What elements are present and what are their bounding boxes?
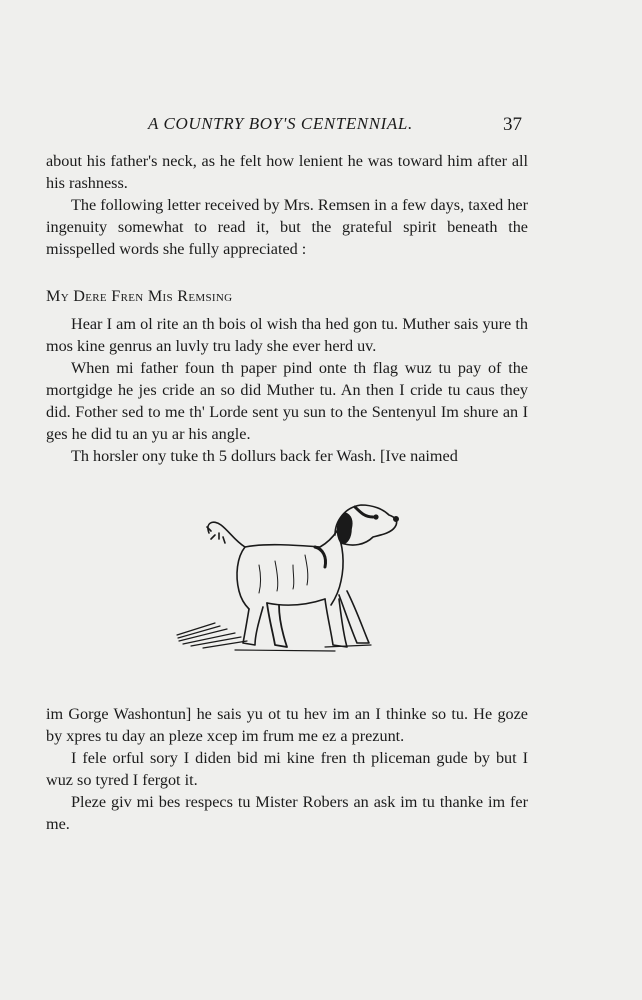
paragraph: Pleze giv mi bes respecs tu Mister Robers an ask im tu thanke im fer me. <box>46 793 528 833</box>
letter-body <box>46 313 528 467</box>
body-text-bottom <box>46 703 528 835</box>
dog-illustration <box>175 495 405 665</box>
letter-paragraph: Hear I am ol rite an th bois ol wish tha hed gon tu. Muther sais yure th mos kine genrus an luvly tru lady she ever herd uv. <box>46 315 528 355</box>
dog-drawing <box>175 495 405 665</box>
letter-paragraph: When mi father foun th paper pind onte th flag wuz tu pay of the mortgidge he jes cride an so did Muther tu. An then I cride tu caus they did. Fother sed to me th' Lorde sent yu sun to the Sentenyul Im shure an I ges he did tu an yu ar his angle. <box>46 359 528 443</box>
paragraph: about his father's neck, as he felt how lenient he was toward him after all his rashness. <box>46 152 528 192</box>
hind-leg <box>243 607 263 645</box>
tail <box>208 522 245 547</box>
running-header <box>0 114 642 138</box>
running-title: A COUNTRY BOY'S CENTENNIAL. <box>148 114 413 133</box>
page-number: 37 <box>503 114 522 135</box>
paragraph: im Gorge Washontun] he sais yu ot tu hev im an I thinke so tu. He goze by xpres tu day an pleze xcep im frum me ez a prezunt. <box>46 705 528 745</box>
body-text-top <box>46 150 528 260</box>
paragraph: The following letter received by Mrs. Remsen in a few days, taxed her ingenuity somewhat to read it, but the grateful spirit beneath the misspelled words she fully appreciated : <box>46 196 528 258</box>
paragraph: I fele orful sory I diden bid mi kine fren th pliceman gude by but I wuz so tyred I fergot it. <box>46 749 528 789</box>
body-outline <box>245 531 337 547</box>
letter-salutation: My Dere Fren Mis Remsing <box>46 287 233 305</box>
letter-paragraph: Th horsler ony tuke th 5 dollurs back fer Wash. [Ive naimed <box>71 447 458 465</box>
